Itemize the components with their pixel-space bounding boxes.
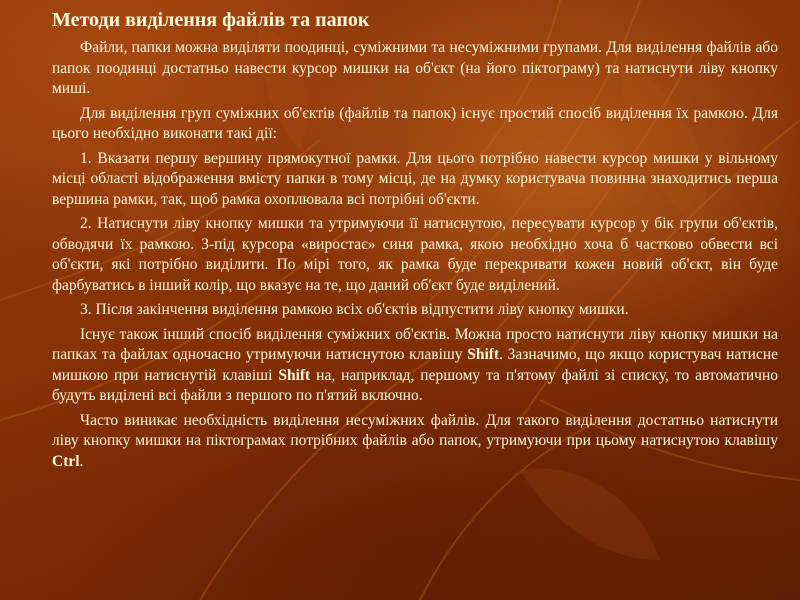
slide-body — [52, 38, 778, 476]
paragraph-step-3: 3. Після закінчення виділення рамкою всіх об'єктів відпустити ліву кнопку мишки. — [80, 301, 629, 318]
ctrl-text-after: . — [79, 452, 84, 470]
paragraph-group-selection: Для виділення груп суміжних об'єктів (файлів та папок) існує простий спосіб виділення їх рамкою. Для цього необхідно виконати такі дії: — [52, 104, 778, 142]
slide-header — [52, 6, 778, 38]
shift-key-2: Shift — [278, 366, 311, 384]
page-title: Методи виділення файлів та папок — [52, 9, 370, 31]
paragraph-ctrl-method — [52, 411, 778, 473]
shift-text-middle: . Зазначимо, що якщо користувач натисне мишкою при натиснутій клавіші — [52, 346, 778, 384]
paragraph-step-2: 2. Натиснути ліву кнопку мишки та утримуючи її натиснутою, пересувати курсор у бік групи об'єктів, обводячи їх рамкою. З-під курсора «виростає» синя рамка, якою необхідно хоча б частково обвести всі об'єкти, які потрібно виділити. По мірі того, як рамка буде перекривати кожен новий об'єкт, він буде фарбуватись в інший колір, що вказує на те, що даний об'єкт буде виділений. — [52, 215, 778, 294]
ctrl-text-before: Часто виникає необхідність виділення несуміжних файлів. Для такого виділення достатньо натиснути ліву кнопку мишки на піктограмах потрібних файлів або папок, утримуючи при цьому натиснутою клавішу — [52, 411, 778, 449]
shift-text-before: Існує також інший спосіб виділення суміжних об'єктів. Можна просто натиснути ліву кнопку мишки на папках та файлах одночасно утримуючи натиснутою клавішу — [52, 325, 778, 363]
paragraph-step-1: 1. Вказати першу вершину прямокутної рамки. Для цього потрібно навести курсор мишки у вільному місці області відображення вмісту папки в тому місці, де на думку користувача повинна знаходитись перша вершина рамки, так, щоб рамка охоплювала всі потрібні об'єкти. — [52, 149, 778, 208]
shift-key: Shift — [467, 346, 500, 363]
shift-text-after: на, наприклад, першому та п'ятому файлі зі списку, то автоматично будуть виділені всі файли з першого по п'ятий включно. — [52, 366, 778, 404]
paragraph-shift-method — [52, 325, 778, 407]
ctrl-key: Ctrl — [52, 452, 80, 470]
paragraph-intro: Файли, папки можна виділяти поодинці, суміжними та несуміжними групами. Для виділення файлів або папок поодинці достатньо навести курсор мишки на об'єкт (на його піктограму) та натиснути ліву кнопку миші. — [52, 39, 778, 97]
